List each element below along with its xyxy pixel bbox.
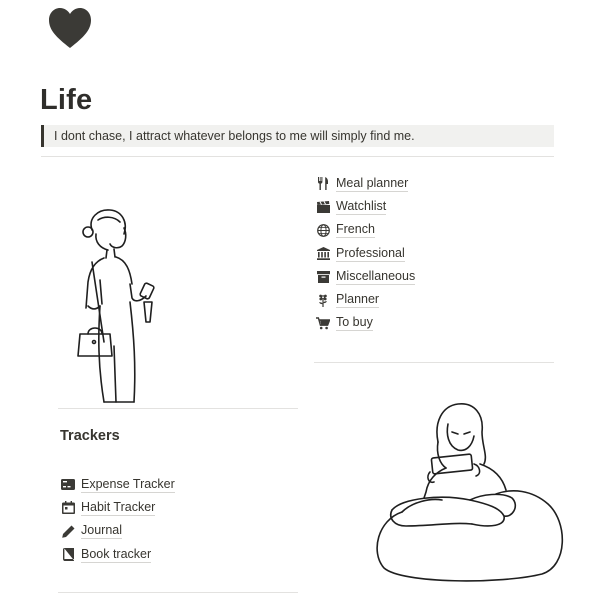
- flower-icon: [316, 293, 330, 307]
- link-label: Professional: [336, 245, 405, 260]
- link-label: Journal: [81, 523, 122, 538]
- link-french[interactable]: [316, 219, 415, 242]
- right-column-divider: [314, 362, 554, 363]
- link-label: French: [336, 222, 375, 237]
- link-to-buy[interactable]: [316, 312, 415, 335]
- link-expense-tracker[interactable]: [61, 473, 175, 496]
- link-meal-planner[interactable]: [316, 172, 415, 195]
- link-habit-tracker[interactable]: [61, 496, 175, 519]
- link-label: Meal planner: [336, 175, 409, 190]
- quote-text: I dont chase, I attract whatever belongs to me will simply find me.: [54, 129, 415, 143]
- globe-icon: [316, 223, 330, 237]
- title-divider: [41, 156, 554, 157]
- trackers-heading: Trackers: [60, 428, 120, 444]
- link-label: Miscellaneous: [336, 268, 416, 283]
- bottom-divider: [58, 592, 298, 593]
- link-label: Planner: [336, 292, 380, 307]
- book-icon: [61, 548, 75, 562]
- trackers-link-list: [61, 473, 175, 566]
- link-professional[interactable]: [316, 242, 415, 265]
- archive-box-icon: [316, 270, 330, 284]
- link-miscellaneous[interactable]: [316, 265, 415, 288]
- clapperboard-icon: [316, 200, 330, 214]
- link-label: Book tracker: [81, 546, 152, 561]
- link-label: Habit Tracker: [81, 499, 156, 514]
- heart-icon[interactable]: [46, 6, 94, 50]
- bank-icon: [316, 247, 330, 261]
- link-label: To buy: [336, 315, 373, 330]
- credit-card-icon: [61, 478, 75, 492]
- cart-icon: [316, 316, 330, 330]
- calendar-icon: [61, 501, 75, 515]
- fork-knife-icon: [316, 177, 330, 191]
- link-label: Watchlist: [336, 198, 387, 213]
- woman-beanbag-illustration: [372, 402, 568, 584]
- link-book-tracker[interactable]: [61, 543, 175, 566]
- link-journal[interactable]: [61, 520, 175, 543]
- link-planner[interactable]: [316, 288, 415, 311]
- quote-block[interactable]: [41, 125, 554, 147]
- pages-link-list: [316, 172, 415, 335]
- page-title: Life: [40, 84, 93, 116]
- link-label: Expense Tracker: [81, 476, 175, 491]
- woman-standing-illustration: [74, 206, 160, 406]
- link-watchlist[interactable]: [316, 195, 415, 218]
- left-column-divider: [58, 408, 298, 409]
- pencil-icon: [61, 524, 75, 538]
